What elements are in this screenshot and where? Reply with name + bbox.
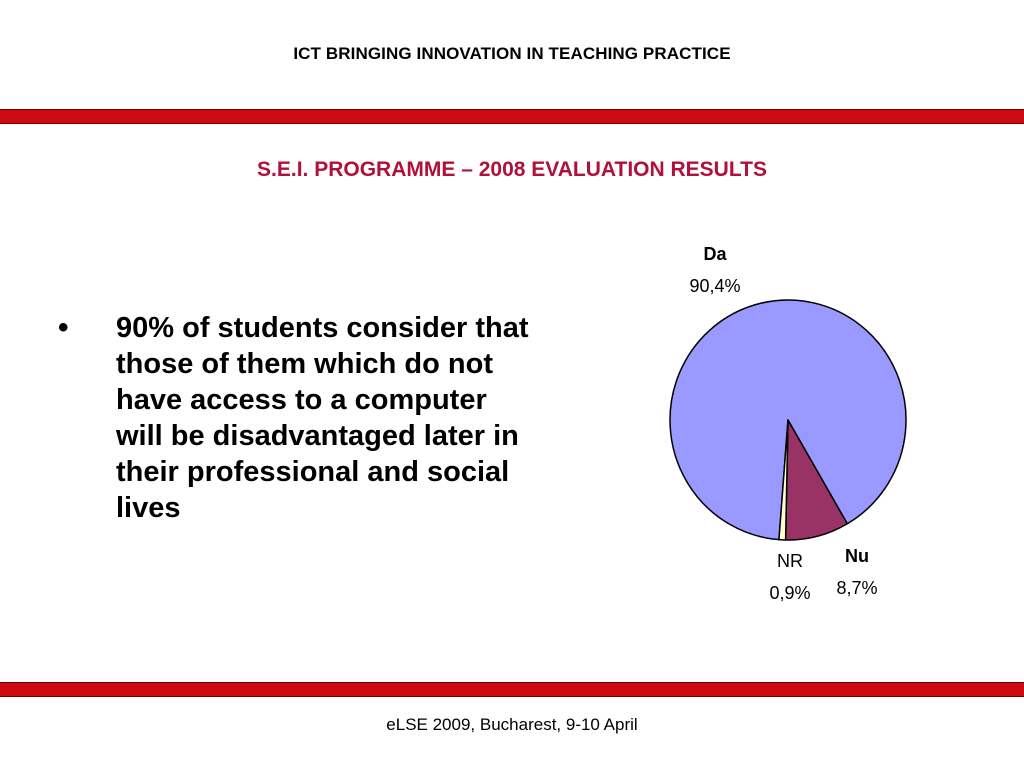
- slice-name-nu: Nu: [845, 546, 869, 566]
- header-title: ICT BRINGING INNOVATION IN TEACHING PRACTICE: [293, 44, 731, 63]
- slice-name-da: Da: [703, 244, 727, 264]
- slide-title: S.E.I. PROGRAMME – 2008 EVALUATION RESULTS: [257, 158, 767, 181]
- slice-value-nu: 8,7%: [836, 578, 878, 598]
- pie-chart: [600, 230, 940, 620]
- top-divider-bar: [0, 109, 1024, 124]
- bullet-text: 90% of students consider that those of them which do not have access to a computer will be disadvantaged later in their professional and social lives: [116, 312, 529, 524]
- slice-value-nr: 0,9%: [769, 583, 811, 603]
- slice-name-nr: NR: [777, 551, 803, 571]
- bullet-icon: •: [58, 311, 69, 344]
- footer-text: eLSE 2009, Bucharest, 9-10 April: [386, 715, 638, 734]
- bottom-divider-bar: [0, 682, 1024, 697]
- pie-slices: [670, 300, 906, 540]
- slice-value-da: 90,4%: [689, 276, 741, 296]
